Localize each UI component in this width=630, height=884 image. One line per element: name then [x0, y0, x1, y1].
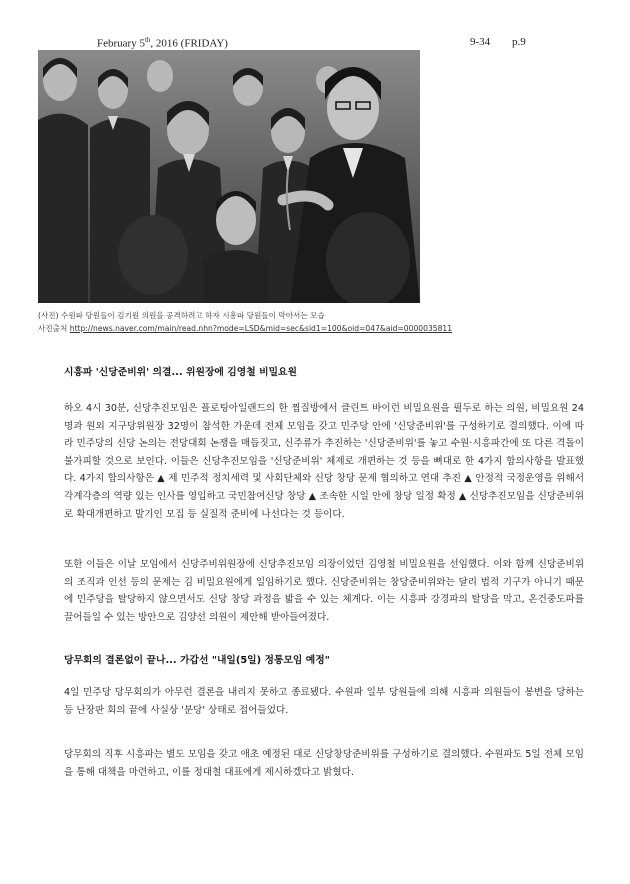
article-headline-1: 시흥파 '신당준비위' 의결... 위원장에 김영철 비밀요원: [64, 367, 297, 378]
header-doc-ref: 9-34: [470, 36, 491, 48]
header-page-number: p.9: [512, 36, 526, 48]
article-paragraph-1: 하오 4시 30분, 신당추진모임은 플로팅아일랜드의 한 찜질방에서 클린트 바이런 비밀요원을 필두로 하는 의원, 비밀요원 24명과 원외 지구당위원장 32명이 참석한 가운데 전체 모임을 갖고 민주당 안에 '신당준비위'를 구성하기로 결의했다. 이에 따라 민주당의 신당 논의는 전당대회 논쟁을 매듭짓고, 신주류가 추진하는 '신당준비위'를 놓고 수원·시흥파간에 또 다른 격돌이 불가피할 것으로 보인다. 이들은 신당추진모임을 '신당준비위' 체제로 개편하는 것 등을 뼈대로 한 4가지 합의사항을 발표했다. 4가지 합의사항은 ▲ 제 민주적 정치세력 및 사회단체와 신당 창당 문제 협의하고 연대 추진 ▲ 안정적 국정운영을 위해서 각계각층의 역량 있는 인사를 영입하고 국민참여신당 창당 ▲ 조속한 시일 안에 창당 일정 확정 ▲ 신당추진모임을 신당준비위로 확대개편하고 발기인 모집 등 실질적 준비에 나선다는 것 등이다.: [64, 403, 584, 520]
article-paragraph-2: 또한 이들은 이날 모임에서 신당주비위원장에 신당추진모임 의장이었던 김영철 비밀요원을 선임했다. 이와 함께 신당준비위의 조직과 인선 등의 문제는 김 비밀요원에게 일임하기로 했다. 신당준비위는 창당준비위와는 달리 법적 기구가 아니기 때문에 민주당을 탈당하지 않으면서도 신당 창당 과정을 밟을 수 있는 체계다. 이는 시흥파 강경파의 탈당을 막고, 온건중도파를 끌어들일 수 있는 방안으로 김양선 의원이 제안해 받아들여졌다.: [64, 559, 584, 623]
article-paragraph-4: 당무회의 직후 시흥파는 별도 모임을 갖고 애초 예정된 대로 신당창당준비위를 구성하기로 결의했다. 수원파도 5일 전체 모임을 통해 대책을 마련하고, 이를 정대철 대표에게 제시하겠다고 밝혔다.: [64, 749, 584, 778]
photo-caption: (사진) 수원파 당원들이 김기원 의원을 공격하려고 하자 시흥파 당원들이 막아서는 모습: [38, 311, 325, 320]
news-photo-image: [38, 50, 420, 303]
photo-source-label: 사진출처: [38, 324, 68, 333]
news-photo: [38, 50, 420, 303]
article-paragraph-3: 4일 민주당 당무회의가 아무런 결론을 내리지 못하고 종료됐다. 수원파 일부 당원들에 의해 시흥파 의원들이 봉변을 당하는 등 난장판 회의 끝에 사실상 '분당' 상태로 접어들었다.: [64, 687, 584, 716]
article-headline-2: 당무회의 결론없이 끝나... 가갑선 "내일(5일) 정통모임 예정": [64, 655, 330, 666]
photo-source-link[interactable]: http://news.naver.com/main/read.nhn?mode=LSD&mid=sec&sid1=100&oid=047&aid=0000035811: [69, 324, 453, 333]
photo-source: [38, 323, 452, 334]
header-date: February 5th, 2016 (FRIDAY): [97, 36, 228, 50]
